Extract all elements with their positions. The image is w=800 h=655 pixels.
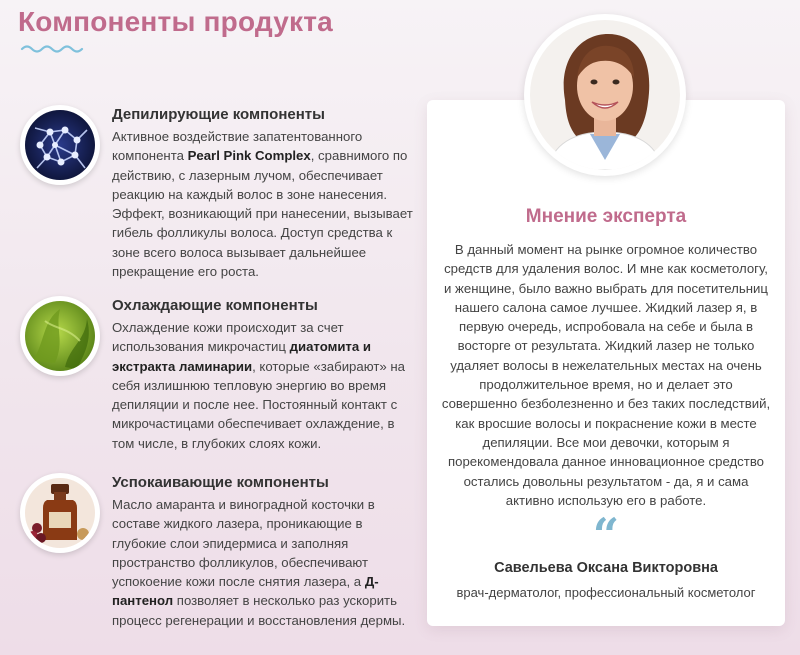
molecule-image	[20, 105, 100, 185]
expert-heading: Мнение эксперта	[525, 206, 687, 227]
component-description: Активное воздействие запатентованного компонента Pearl Pink Complex, сравнимого по действию, с лазерным лучом, обеспечивает реакцию на каждый волос в зоне нанесения. Эффект, возникающий при нанесении, вызывает гибель фолликулы волоса. Доступ средства к зоне всего волоса вызывает дальнейшее прекращение его роста.	[112, 129, 413, 280]
component-title: Охлаждающие компоненты	[112, 297, 318, 314]
expert-photo	[524, 14, 686, 176]
expert-role: врач-дерматолог, профессиональный косметолог	[456, 585, 756, 600]
title-wave-decoration	[20, 44, 84, 54]
expert-quote-text: В данный момент на рынке огромное количество средств для удаления волос. И мне как косметологу, и женщине, было важно выбрать для посетительниц нашего салона самое лучшее. Жидкий лазер я, в первую очередь, испробовала на себе и была в восторге от результата. Жидкий лазер не только удаляет волосы в нежелательных местах на очень продолжительное время, но и делает это совершенно безболезненно и без таких последствий, как вросшие волосы и покраснение кожи в месте депиляции. Все мои девочки, которым я порекомендовала данное инновационное средство остались довольны результатом - да, я и сама активно использую его в работе.	[441, 242, 771, 508]
component-description: Охлаждение кожи происходит за счет использования микрочастиц диатомита и экстракта ламинарии, которые «забирают» на себя излишнюю тепловую энергию во время депиляции и после нее. Постоянный контакт с микрочастицами обеспечивает охлаждение, в том числе, в глубоких слоях кожи.	[112, 320, 405, 451]
component-title: Депилирующие компоненты	[112, 106, 325, 123]
page-title: Компоненты продукта	[18, 6, 333, 37]
seaweed-image	[20, 296, 100, 376]
component-description: Масло амаранта и виноградной косточки в составе жидкого лазера, проникающие в глубокие слои эпидермиса и заполняя пространство фолликулов, обеспечивают успокоение кожи после снятия лазера, а Д-пантенол позволяет в несколько раз ускорить процесс регенерации и восстановления дермы.	[112, 497, 406, 628]
oil-bottle-image	[20, 473, 100, 553]
component-title: Успокаивающие компоненты	[112, 474, 329, 491]
expert-name: Савельева Оксана Викторовна	[494, 560, 718, 576]
quote-mark-icon: “	[592, 508, 620, 562]
